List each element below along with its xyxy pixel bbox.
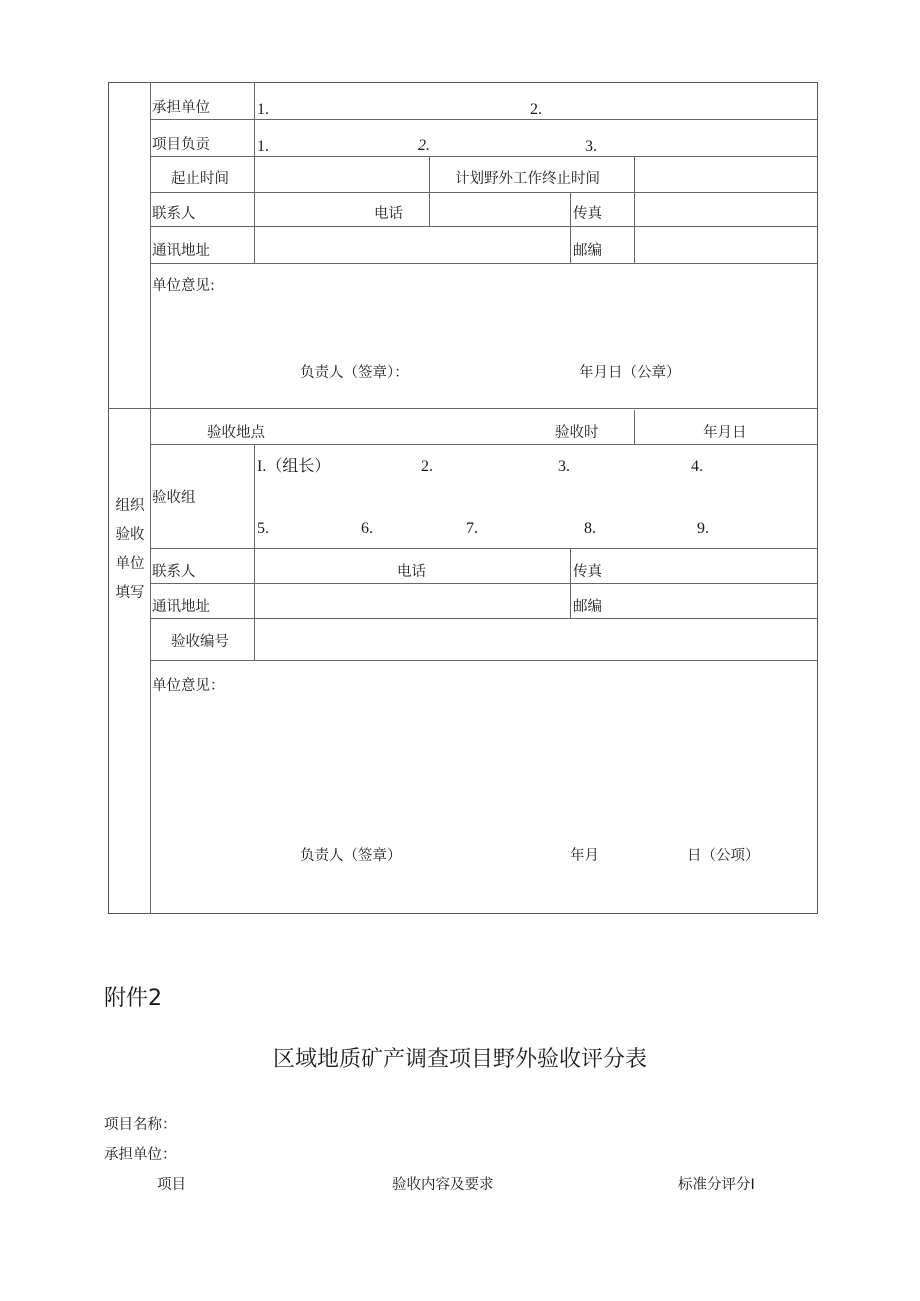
table-line [150,548,818,549]
table-line [150,263,818,264]
lower-address-label: 通讯地址 [152,599,210,615]
table-line [108,408,818,409]
phone-label: 电话 [374,206,403,222]
side-label-line-4: 填写 [115,585,145,601]
project-leader-num-1: 1. [257,138,269,155]
table-line [150,618,818,619]
table-line [570,192,571,263]
group-member-8: 8. [584,520,596,537]
mailing-address-label: 通讯地址 [152,243,210,259]
table-line [634,410,635,444]
acceptance-group-label: 验收组 [152,490,196,506]
table-line [150,583,818,584]
page-title: 区域地质矿产调查项目野外验收评分表 [272,1047,647,1072]
group-member-7: 7. [466,520,478,537]
lower-day-seal-label: 日（公项） [687,848,760,864]
table-line [150,82,151,914]
column-header-item: 项目 [157,1177,186,1193]
lower-signer-label: 负责人（签章） [300,848,402,864]
table-line [150,156,818,157]
undertaking-unit-num-2: 2. [530,101,542,118]
table-line [150,444,818,445]
side-label-line-2: 验收 [115,527,145,543]
group-member-4: 4. [691,458,703,475]
field-work-end-label: 计划野外工作终止时间 [455,171,600,187]
table-line [150,192,818,193]
side-label-line-1: 组织 [115,498,145,514]
acceptance-time-label: 验收时 [555,425,599,441]
lower-phone-label: 电话 [397,564,426,580]
group-member-9: 9. [697,520,709,537]
signer-label: 负责人（签章）： [300,365,409,381]
lower-year-month-label: 年月 [570,848,599,864]
group-member-6: 6. [361,520,373,537]
unit-opinion-label: 单位意见: [152,278,215,294]
start-end-time-label: 起止时间 [171,171,229,187]
undertaking-unit-label: 承担单位 [152,100,210,116]
lower-postcode-label: 邮编 [573,599,602,615]
table-line [254,156,255,263]
fax-label: 传真 [573,206,602,222]
acceptance-number-label: 验收编号 [171,634,229,650]
acceptance-site-label: 验收地点 [207,425,265,441]
attachment-heading: 附件2 [104,986,162,1011]
column-header-content: 验收内容及要求 [392,1177,494,1193]
contact-person-label: 联系人 [152,206,196,222]
column-header-score: 标准分评分I [678,1177,755,1193]
table-line [254,444,255,661]
side-label-line-3: 单位 [115,556,145,572]
group-member-3: 3. [558,458,570,475]
lower-fax-label: 传真 [573,564,602,580]
group-member-2: 2. [421,458,433,475]
project-leader-label: 项目负贡 [152,137,210,153]
table-line [429,156,430,226]
postcode-label: 邮编 [573,243,602,259]
group-member-1: I.（组长） [257,458,331,475]
table-line [150,119,818,120]
acceptance-form-table [108,82,818,914]
date-seal-label: 年月日（公章） [579,365,681,381]
table-line [150,226,818,227]
attachment-undertaking-unit-label: 承担单位： [104,1147,177,1163]
table-line [150,660,818,661]
project-leader-num-2: 2. [418,137,430,154]
lower-opinion-label: 单位意见： [152,678,225,694]
undertaking-unit-num-1: 1. [257,101,269,118]
project-name-label: 项目名称： [104,1117,177,1133]
table-line [634,156,635,263]
group-member-5: 5. [257,520,269,537]
lower-contact-label: 联系人 [152,564,196,580]
acceptance-date-label: 年月日 [703,425,747,441]
project-leader-num-3: 3. [585,138,597,155]
